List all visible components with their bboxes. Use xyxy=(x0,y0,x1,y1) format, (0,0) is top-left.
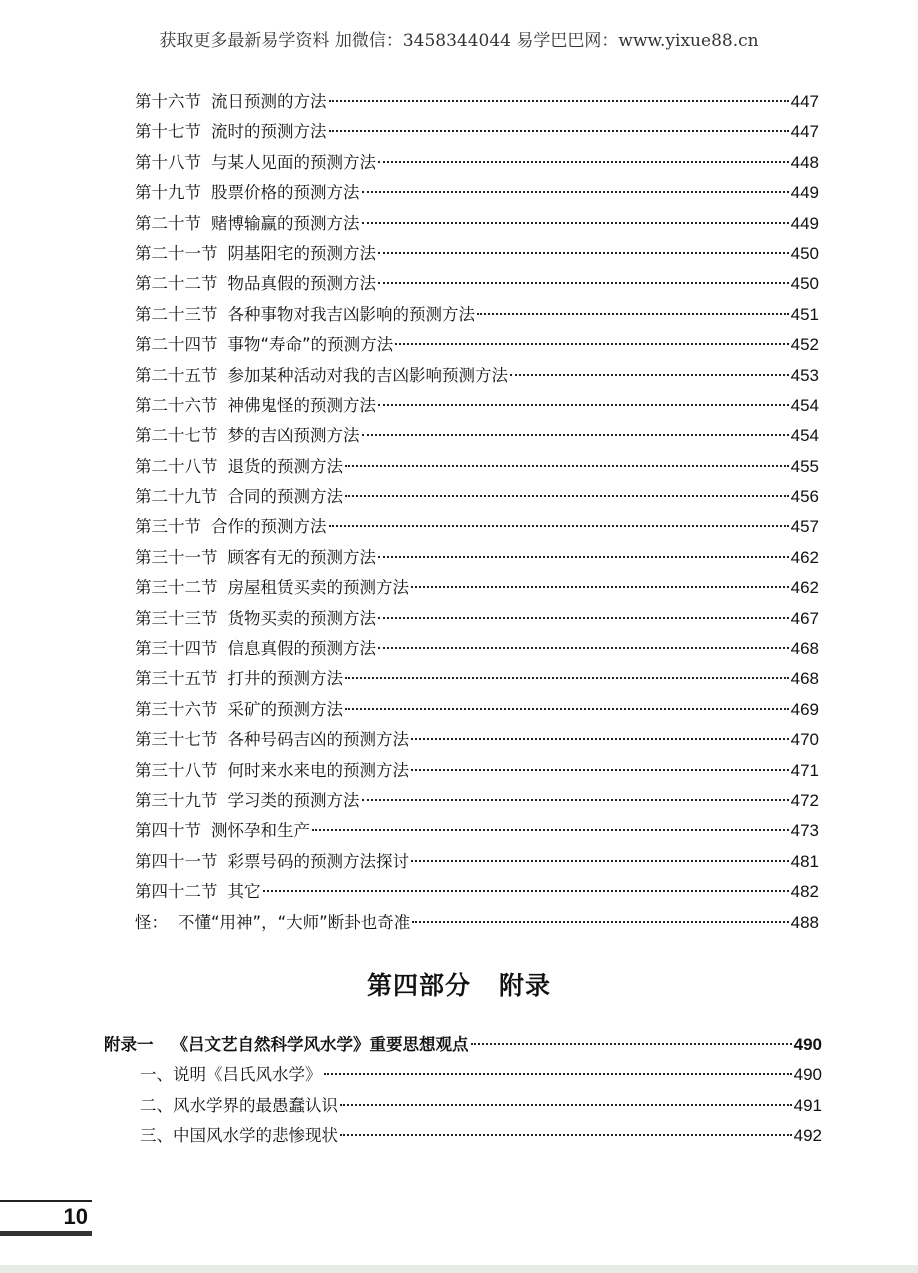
leader-dots xyxy=(312,829,789,831)
toc-entry[interactable] xyxy=(135,209,819,239)
page-number-block xyxy=(0,1200,92,1236)
toc-entry[interactable] xyxy=(135,87,819,117)
entry-title: 流时的预测方法 xyxy=(211,122,327,142)
toc-entry[interactable] xyxy=(135,117,819,147)
entry-page: 467 xyxy=(790,608,819,628)
toc-entry[interactable] xyxy=(135,664,819,694)
leader-dots xyxy=(378,161,789,163)
entry-page: 492 xyxy=(793,1126,822,1146)
leader-dots xyxy=(340,1104,792,1106)
entry-section: 第二十二节 xyxy=(135,274,218,294)
entry-page: 455 xyxy=(790,456,819,476)
entry-section: 怪： xyxy=(135,912,168,932)
toc-entry[interactable] xyxy=(135,239,819,269)
entry-section: 第二十五节 xyxy=(135,365,218,385)
entry-page: 473 xyxy=(790,821,819,841)
entry-title: 合同的预测方法 xyxy=(227,487,343,507)
entry-page: 450 xyxy=(790,243,819,263)
leader-dots xyxy=(340,1134,792,1136)
leader-dots xyxy=(471,1043,792,1045)
entry-page: 457 xyxy=(790,517,819,537)
leader-dots xyxy=(477,313,789,315)
entry-title: 各种号码吉凶的预测方法 xyxy=(227,730,409,750)
entry-page: 470 xyxy=(790,730,819,750)
entry-title: 阴基阳宅的预测方法 xyxy=(227,243,376,263)
entry-section: 第三十五节 xyxy=(135,669,218,689)
entry-title: 股票价格的预测方法 xyxy=(211,183,360,203)
entry-section: 第二十七节 xyxy=(135,426,218,446)
toc-subentry[interactable] xyxy=(104,1060,822,1090)
toc-entry[interactable] xyxy=(135,634,819,664)
toc-entry[interactable] xyxy=(135,725,819,755)
entry-title: 各种事物对我吉凶影响的预测方法 xyxy=(227,304,475,324)
entry-section: 第二十一节 xyxy=(135,243,218,263)
entry-title: 房屋租赁买卖的预测方法 xyxy=(227,578,409,598)
entry-title: 彩票号码的预测方法探讨 xyxy=(227,851,409,871)
entry-page: 468 xyxy=(790,639,819,659)
toc-entry[interactable] xyxy=(135,816,819,846)
entry-page: 449 xyxy=(790,183,819,203)
entry-title: 退货的预测方法 xyxy=(227,456,343,476)
entry-title: 三、中国风水学的悲惨现状 xyxy=(140,1126,338,1146)
entry-page: 472 xyxy=(790,790,819,810)
entry-section: 第十七节 xyxy=(135,122,201,142)
toc-entry[interactable] xyxy=(135,300,819,330)
entry-page: 471 xyxy=(790,760,819,780)
toc-entry[interactable] xyxy=(135,512,819,542)
toc-entry[interactable] xyxy=(135,756,819,786)
toc-entry[interactable] xyxy=(135,361,819,391)
toc-entry[interactable] xyxy=(135,604,819,634)
leader-dots xyxy=(345,677,789,679)
entry-section: 第二十三节 xyxy=(135,304,218,324)
entry-title: 物品真假的预测方法 xyxy=(227,274,376,294)
entry-title: 不懂“用神”，“大师”断卦也奇准 xyxy=(178,912,411,932)
entry-title: 赌博输赢的预测方法 xyxy=(211,213,360,233)
leader-dots xyxy=(362,799,789,801)
entry-section: 附录一 xyxy=(104,1035,154,1054)
entry-page: 468 xyxy=(790,669,819,689)
toc-subentry[interactable] xyxy=(104,1091,822,1121)
entry-section: 第二十节 xyxy=(135,213,201,233)
leader-dots xyxy=(345,708,789,710)
toc-entry[interactable] xyxy=(135,695,819,725)
entry-page: 481 xyxy=(790,851,819,871)
entry-section: 第十九节 xyxy=(135,183,201,203)
part-heading xyxy=(0,966,918,1002)
entry-section: 第四十一节 xyxy=(135,851,218,871)
entry-title: 参加某种活动对我的吉凶影响预测方法 xyxy=(227,365,508,385)
leader-dots xyxy=(412,921,788,923)
leader-dots xyxy=(329,100,789,102)
entry-title: 梦的吉凶预测方法 xyxy=(227,426,360,446)
entry-section: 第三十四节 xyxy=(135,639,218,659)
leader-dots xyxy=(411,769,789,771)
entry-page: 448 xyxy=(790,152,819,172)
toc-entry[interactable] xyxy=(135,786,819,816)
leader-dots xyxy=(378,647,789,649)
entry-section: 第三十节 xyxy=(135,517,201,537)
toc-entry[interactable] xyxy=(135,847,819,877)
toc-list xyxy=(135,87,819,938)
entry-section: 第十八节 xyxy=(135,152,201,172)
toc-subentry[interactable] xyxy=(104,1121,822,1151)
footer-bar xyxy=(0,1231,92,1236)
entry-section: 第三十七节 xyxy=(135,730,218,750)
entry-title: 一、说明《吕氏风水学》 xyxy=(140,1065,322,1085)
entry-title: 流日预测的方法 xyxy=(211,92,327,111)
entry-title: 二、风水学界的最愚蠢认识 xyxy=(140,1095,338,1115)
entry-section: 第三十六节 xyxy=(135,699,218,719)
entry-title: 货物买卖的预测方法 xyxy=(227,608,376,628)
entry-section: 第二十四节 xyxy=(135,335,218,355)
entry-title: 与某人见面的预测方法 xyxy=(211,152,376,172)
toc-entry[interactable] xyxy=(135,269,819,299)
leader-dots xyxy=(362,191,789,193)
entry-page: 462 xyxy=(790,578,819,598)
entry-section: 第二十九节 xyxy=(135,487,218,507)
part-title: 附录 xyxy=(499,971,552,1000)
entry-page: 447 xyxy=(790,92,819,111)
toc-entry[interactable] xyxy=(135,543,819,573)
entry-title: 信息真假的预测方法 xyxy=(227,639,376,659)
toc-entry[interactable] xyxy=(135,148,819,178)
entry-page: 453 xyxy=(790,365,819,385)
entry-title: 何时来水来电的预测方法 xyxy=(227,760,409,780)
leader-dots xyxy=(411,860,789,862)
entry-section: 第十六节 xyxy=(135,92,201,111)
entry-page: 482 xyxy=(790,882,819,902)
entry-title: 《吕文艺自然科学风水学》重要思想观点 xyxy=(171,1035,469,1054)
entry-page: 451 xyxy=(790,304,819,324)
toc-entry[interactable] xyxy=(104,1030,822,1060)
entry-page: 490 xyxy=(793,1065,822,1085)
entry-section: 第三十三节 xyxy=(135,608,218,628)
entry-title: 顾客有无的预测方法 xyxy=(227,547,376,567)
leader-dots xyxy=(345,495,789,497)
leader-dots xyxy=(329,130,789,132)
bottom-strip xyxy=(0,1265,918,1273)
leader-dots xyxy=(411,738,789,740)
toc-entry[interactable] xyxy=(135,908,819,938)
entry-page: 490 xyxy=(793,1035,822,1054)
entry-page: 449 xyxy=(790,213,819,233)
toc-entry[interactable] xyxy=(135,877,819,907)
leader-dots xyxy=(378,617,789,619)
entry-page: 450 xyxy=(790,274,819,294)
entry-title: 打井的预测方法 xyxy=(227,669,343,689)
leader-dots xyxy=(378,556,789,558)
entry-section: 第三十八节 xyxy=(135,760,218,780)
entry-page: 447 xyxy=(790,122,819,142)
entry-page: 456 xyxy=(790,487,819,507)
toc-entry[interactable] xyxy=(135,573,819,603)
entry-section: 第四十节 xyxy=(135,821,201,841)
appendix-list xyxy=(104,1030,822,1152)
entry-section: 第四十二节 xyxy=(135,882,218,902)
leader-dots xyxy=(263,890,789,892)
entry-title: 采矿的预测方法 xyxy=(227,699,343,719)
leader-dots xyxy=(362,434,789,436)
leader-dots xyxy=(324,1073,792,1075)
toc-entry[interactable] xyxy=(135,391,819,421)
entry-page: 491 xyxy=(793,1095,822,1115)
leader-dots xyxy=(510,374,789,376)
watermark-header: 获取更多最新易学资料 加微信：3458344044 易学巴巴网：www.yixue88.cn xyxy=(159,31,759,51)
entry-section: 第三十二节 xyxy=(135,578,218,598)
toc-entry[interactable] xyxy=(135,178,819,208)
leader-dots xyxy=(378,282,789,284)
entry-page: 454 xyxy=(790,395,819,415)
entry-section: 第三十一节 xyxy=(135,547,218,567)
leader-dots xyxy=(329,525,789,527)
leader-dots xyxy=(378,252,789,254)
entry-section: 第二十六节 xyxy=(135,395,218,415)
leader-dots xyxy=(378,404,789,406)
leader-dots xyxy=(362,222,789,224)
entry-page: 462 xyxy=(790,547,819,567)
toc-entry[interactable] xyxy=(135,482,819,512)
entry-page: 454 xyxy=(790,426,819,446)
entry-title: 神佛鬼怪的预测方法 xyxy=(227,395,376,415)
entry-title: 合作的预测方法 xyxy=(211,517,327,537)
leader-dots xyxy=(395,343,789,345)
toc-entry[interactable] xyxy=(135,330,819,360)
part-label: 第四部分 xyxy=(366,971,471,1000)
leader-dots xyxy=(345,465,789,467)
leader-dots xyxy=(411,586,789,588)
entry-page: 488 xyxy=(790,912,819,932)
entry-title: 其它 xyxy=(227,882,261,902)
entry-title: 测怀孕和生产 xyxy=(211,821,310,841)
entry-title: 学习类的预测方法 xyxy=(227,790,360,810)
toc-entry[interactable] xyxy=(135,452,819,482)
entry-page: 452 xyxy=(790,335,819,355)
page-number: 10 xyxy=(63,1204,88,1229)
entry-section: 第二十八节 xyxy=(135,456,218,476)
toc-entry[interactable] xyxy=(135,421,819,451)
entry-title: 事物“寿命”的预测方法 xyxy=(227,335,394,355)
entry-page: 469 xyxy=(790,699,819,719)
entry-section: 第三十九节 xyxy=(135,790,218,810)
